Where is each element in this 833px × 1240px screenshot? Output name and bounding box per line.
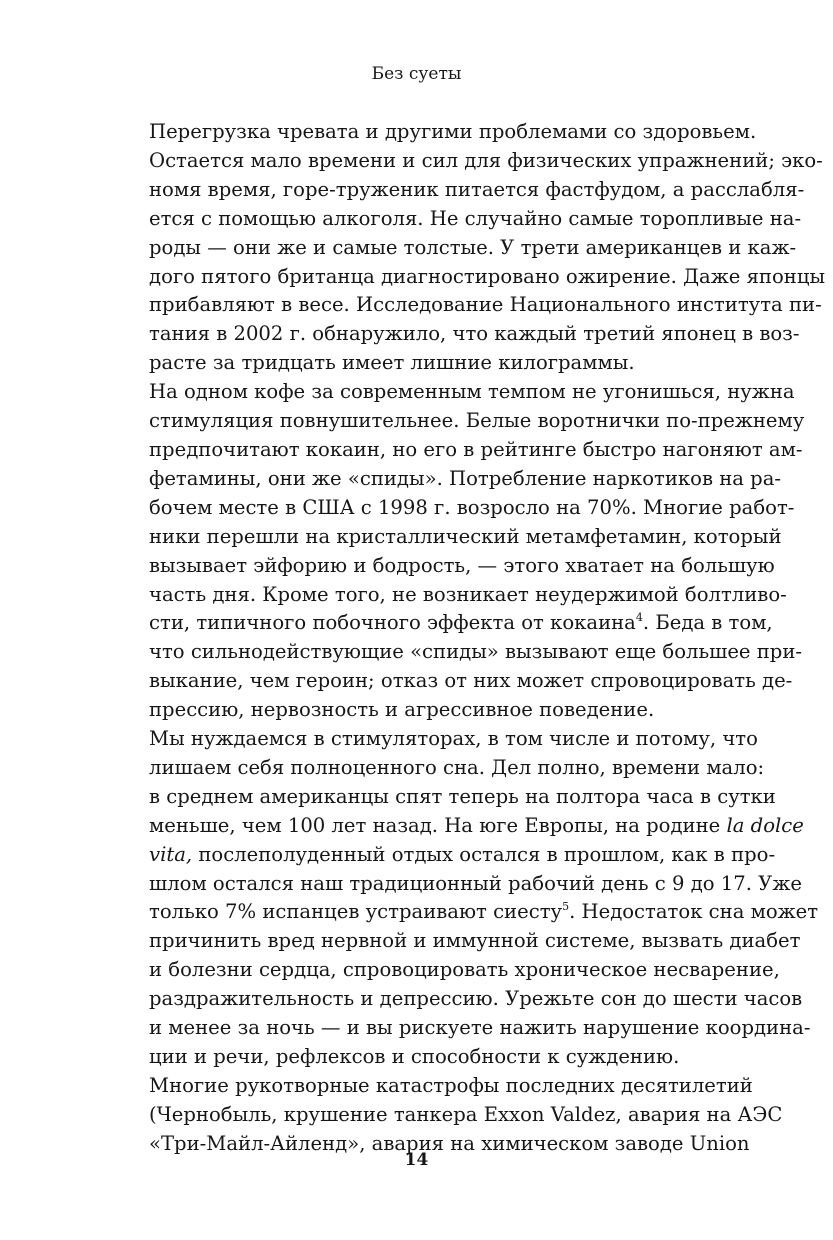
footnote-ref-4[interactable]: 4 bbox=[635, 611, 643, 625]
text-line: «Три-Майл-Айленд», авария на химическом заводе Union bbox=[149, 1131, 750, 1155]
text-line: и болезни сердца, спровоцировать хроническое несварение, bbox=[149, 958, 780, 982]
text-line: На одном кофе за современным темпом не угонишься, нужна bbox=[149, 380, 795, 404]
text-line: расте за тридцать имеет лишние килограммы. bbox=[149, 351, 635, 375]
text-line: прессию, нервозность и агрессивное поведение. bbox=[149, 698, 655, 722]
paragraph-1 bbox=[113, 118, 826, 378]
italic-phrase: vita, bbox=[149, 842, 193, 866]
text-line: (Чернобыль, крушение танкера Exxon Valdez, авария на АЭС bbox=[149, 1102, 783, 1126]
text-line: раздражительность и депрессию. Урежьте сон до шести часов bbox=[149, 987, 803, 1011]
text-line: шлом остался наш традиционный рабочий день с 9 до 17. Уже bbox=[149, 871, 802, 895]
text-line: ники перешли на кристаллический метамфетамин, который bbox=[149, 524, 782, 548]
text-line: ции и речи, рефлексов и способности к суждению. bbox=[149, 1045, 680, 1068]
line-segment: . Недостаток сна может bbox=[569, 900, 819, 924]
text-line bbox=[113, 841, 776, 870]
body-text bbox=[113, 118, 826, 1159]
text-line: Перегрузка чревата и другими проблемами со здоровьем. bbox=[149, 120, 757, 143]
text-line: бочем месте в США с 1998 г. возросло на 70%. Многие работ- bbox=[149, 495, 795, 519]
text-line bbox=[113, 898, 819, 927]
text-line: прибавляют в весе. Исследование Национального института пи- bbox=[149, 293, 822, 317]
text-line: причинить вред нервной и иммунной системе, вызвать диабет bbox=[149, 929, 801, 953]
footnote-ref-5[interactable]: 5 bbox=[562, 900, 570, 914]
text-line: Остается мало времени и сил для физических упражнений; эко- bbox=[149, 148, 823, 172]
text-line: роды — они же и самые толстые. У трети американцев и каж- bbox=[149, 235, 797, 259]
text-line: предпочитают кокаин, но его в рейтинге быстро нагоняют ам- bbox=[149, 437, 803, 461]
text-line: ется с помощью алкоголя. Не случайно самые торопливые на- bbox=[149, 206, 802, 230]
text-line: Многие рукотворные катастрофы последних десятилетий bbox=[149, 1073, 753, 1097]
line-segment: только 7% испанцев устраивают сиесту bbox=[149, 900, 563, 924]
text-line: номя время, горе-труженик питается фастфудом, а расслабля- bbox=[149, 177, 805, 201]
paragraph-4 bbox=[113, 1072, 783, 1159]
text-line: выкание, чем героин; отказ от них может спровоцировать де- bbox=[149, 669, 793, 693]
line-segment: послеполуденный отдых остался в прошлом, как в про- bbox=[192, 842, 776, 866]
text-line bbox=[113, 812, 804, 841]
running-title: Без суеты bbox=[371, 64, 462, 84]
text-line: часть дня. Кроме того, не возникает неудержимой болтливо- bbox=[149, 582, 787, 606]
text-line: стимуляция повнушительнее. Белые воротнички по-прежнему bbox=[149, 409, 805, 433]
text-line: тания в 2002 г. обнаружило, что каждый третий японец в воз- bbox=[149, 322, 800, 346]
paragraph-3 bbox=[113, 725, 819, 1072]
italic-phrase: la dolce bbox=[726, 813, 804, 837]
text-line: вызывает эйфорию и бодрость, — этого хватает на большую bbox=[149, 553, 775, 577]
text-line: Мы нуждаемся в стимуляторах, в том числе и потому, что bbox=[149, 727, 758, 751]
text-line: в среднем американцы спят теперь на полтора часа в сутки bbox=[149, 784, 776, 808]
text-line: лишаем себя полноценного сна. Дел полно, времени мало: bbox=[149, 755, 765, 779]
line-segment: меньше, чем 100 лет назад. На юге Европы, на родине bbox=[149, 813, 721, 837]
text-line: дого пятого британца диагностировано ожирение. Даже японцы bbox=[149, 264, 826, 288]
paragraph-2 bbox=[113, 378, 805, 725]
text-line bbox=[113, 609, 773, 638]
text-line: что сильнодействующие «спиды» вызывают еще большее при- bbox=[149, 640, 803, 664]
line-segment: сти, типичного побочного эффекта от кокаина bbox=[149, 611, 636, 635]
page-number: 14 bbox=[404, 1150, 429, 1170]
text-line: фетамины, они же «спиды». Потребление наркотиков на ра- bbox=[149, 466, 782, 490]
line-segment: . Беда в том, bbox=[642, 611, 773, 635]
text-line: и менее за ночь — и вы рискуете нажить нарушение координа- bbox=[149, 1016, 811, 1040]
